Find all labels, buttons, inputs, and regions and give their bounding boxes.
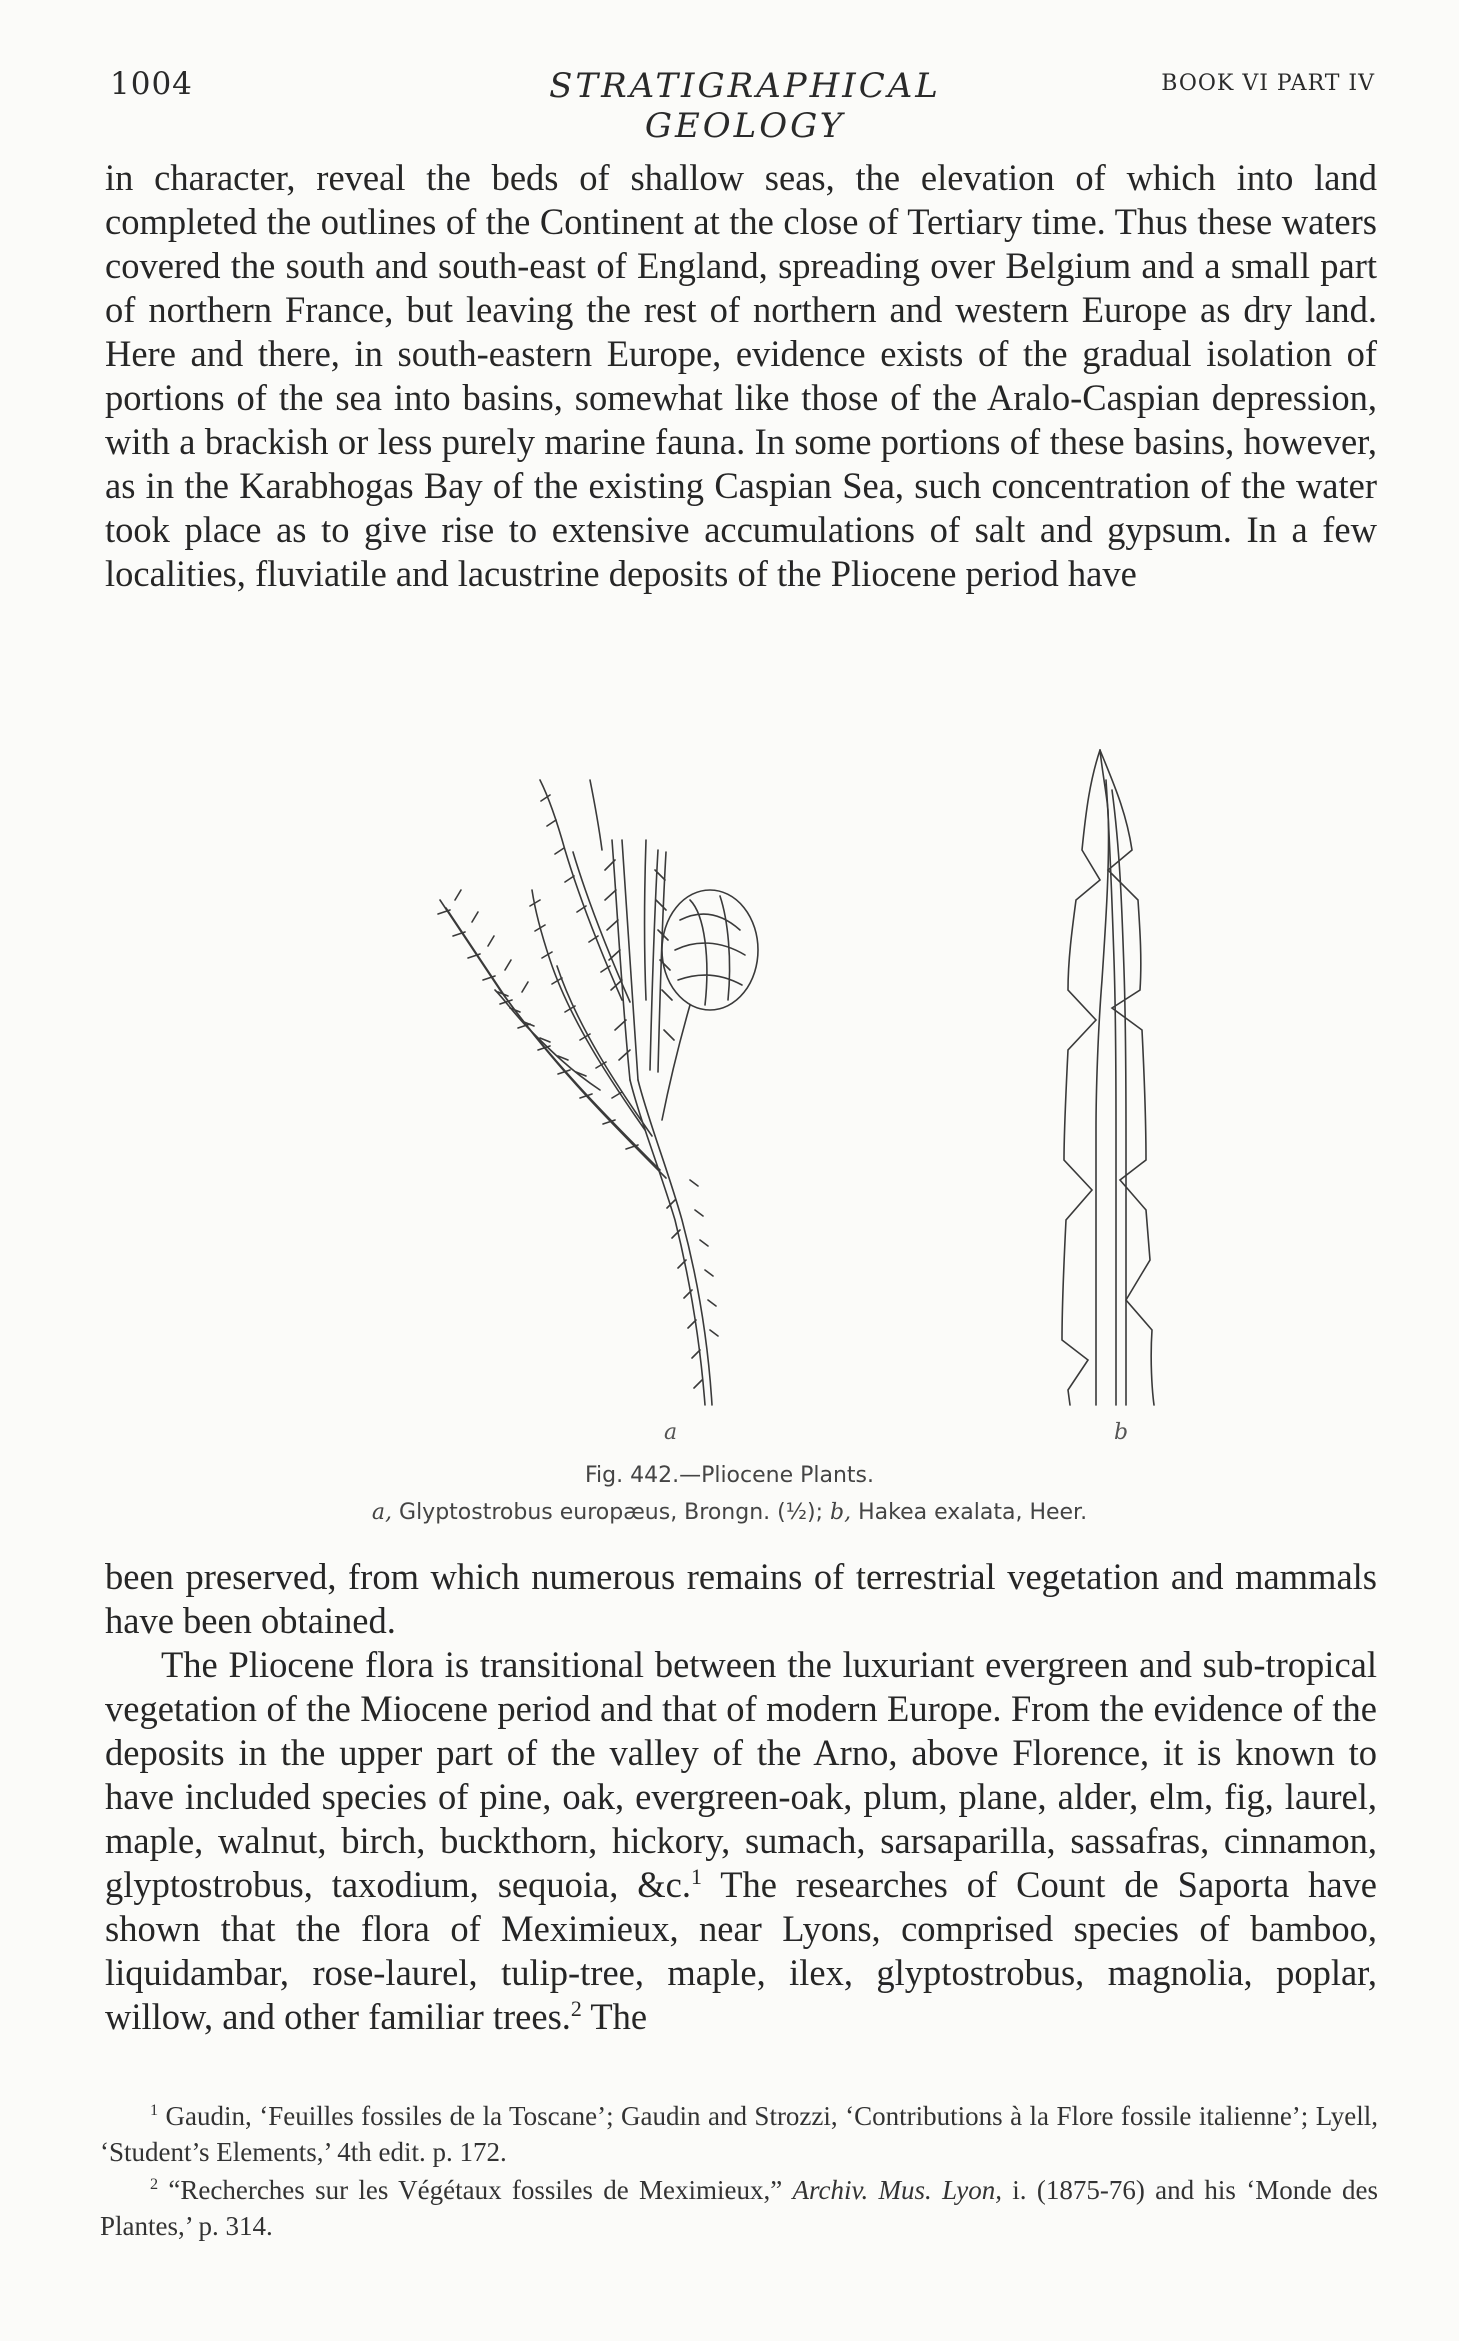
caption-a-text: Glyptostrobus europæus, Brongn. (½); [392,1500,831,1525]
footnote-1 [100,2098,1378,2170]
figure-caption-detail [0,1500,1459,1525]
book-section: BOOK VI PART IV [1161,71,1375,96]
figure-caption-title: Fig. 442.—Pliocene Plants. [584,1463,875,1488]
figure-label-a: a [664,1420,678,1445]
paragraph-3-part-3: The [581,1996,648,2037]
footnote-1-marker: 1 [150,2101,159,2119]
hakea-leaf-drawing [1062,750,1154,1405]
footnote-2 [100,2172,1378,2244]
figure-label-b: b [1114,1420,1129,1445]
caption-a-marker: a, [371,1500,393,1525]
footnote-ref-2[interactable]: 2 [570,1995,582,2021]
caption-b-marker: b, [830,1500,852,1525]
page-number: 1004 [110,66,193,102]
footnote-2-journal: Archiv. Mus. Lyon, [792,2175,1003,2205]
footnote-2-marker: 2 [150,2175,159,2193]
paragraph-2: been preserved, from which numerous remains of terrestrial vegetation and mammals have been obtained. [105,1556,1377,1641]
paragraph-3-part-1: The Pliocene flora is transitional between the luxuriant evergreen and sub-tropical vegetation of the Miocene period and that of modern Europe. From the evidence of the deposits in the upper part of the valley of the Arno, above Florence, it is known to have included species of pine, oak, evergreen-oak, plum, plane, alder, elm, fig, laurel, maple, walnut, birch, buckthorn, hickory, sumach, sarsaparilla, sassafras, cinnamon, glyptostrobus, taxodium, sequoia, &c. [105,1644,1377,1905]
plant-illustration [250,700,1200,1480]
footnote-1-text: Gaudin, ‘Feuilles fossiles de la Toscane’; Gaudin and Strozzi, ‘Contributions à la Flore fossile italienne’; Lyell, ‘Student’s Elements,’ 4th edit. p. 172. [100,2101,1378,2167]
footnote-2-text-end: i. (1875-76) and his ‘Monde des Plantes,’ p. 314. [100,2175,1378,2241]
paragraph-3-part-2: The researches of Count de Saporta have shown that the flora of Meximieux, near Lyons, comprised species of bamboo, liquidambar, rose-laurel, tulip-tree, maple, ilex, glyptostrobus, magnolia, poplar, willow, and other familiar trees. [105,1864,1378,2037]
running-header [110,66,1375,146]
paragraph-3 [105,1643,1377,2039]
footnote-ref-1[interactable]: 1 [691,1863,702,1889]
paragraph-1: in character, reveal the beds of shallow seas, the elevation of which into land completed the outlines of the Continent at the close of Tertiary time. Thus these waters covered the south and south-east of England, spreading over Belgium and a small part of northern France, but leaving the rest of northern and western Europe as dry land. Here and there, in south-eastern Europe, evidence exists of the gradual isolation of portions of the sea into basins, somewhat like those of the Aralo-Caspian depression, with a brackish or less purely marine fauna. In some portions of these basins, however, as in the Karabhogas Bay of the existing Caspian Sea, such concentration of the water took place as to give rise to extensive accumulations of salt and gypsum. In a few localities, fluviatile and lacustrine deposits of the Pliocene period have [105,157,1377,594]
glyptostrobus-branch-drawing [438,780,758,1405]
running-title: STRATIGRAPHICAL GEOLOGY [549,66,941,146]
figure-442 [250,700,1200,1480]
caption-b-text: Hakea exalata, Heer. [851,1500,1088,1525]
footnote-2-text-start: “Recherches sur les Végétaux fossiles de Meximieux,” [158,2175,793,2205]
